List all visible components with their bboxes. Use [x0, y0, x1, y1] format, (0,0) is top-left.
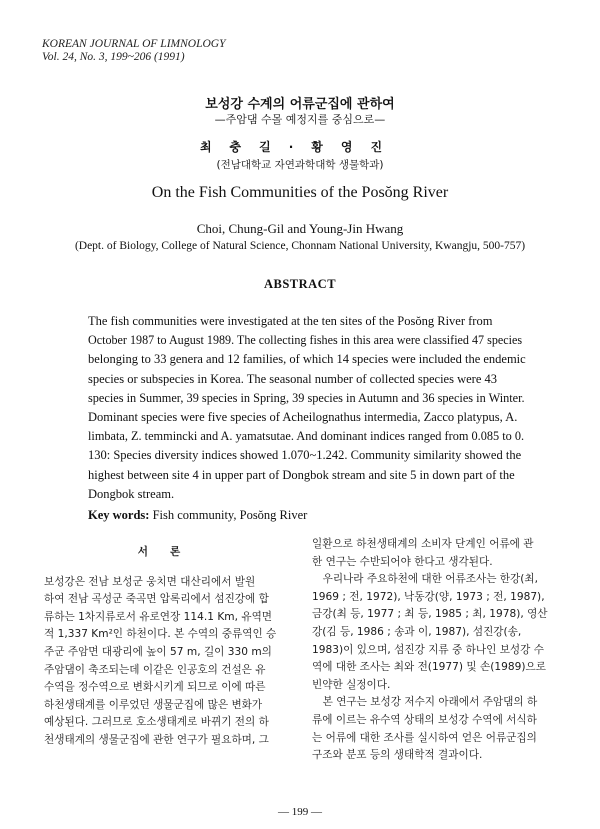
english-title: On the Fish Communities of the Posŏng River [151, 184, 449, 201]
body-line: 본 연구는 보성강 저수지 아래에서 주암댐의 하 [312, 696, 538, 709]
body-line: 일환으로 하천생태계의 소비자 단계인 어류에 관 [312, 538, 534, 550]
body-line: 천생태계의 생물군집에 관한 연구가 필요하며, 그 [44, 733, 269, 746]
keywords-label: Key words: [88, 508, 150, 522]
body-line: 강(김 등, 1986 ; 송과 이, 1987), 섬진강(송, [312, 625, 522, 638]
body-line: 주군 주암면 대광리에 높이 57 m, 길이 330 m의 [44, 645, 272, 658]
body-line: 1983)이 있으며, 섬진강 지류 중 하나인 보성강 수 [312, 643, 545, 656]
body-line: 류에 이르는 유수역 상태의 보성강 수역에 서식하 [312, 713, 537, 726]
section-heading-introduction: 서론 [137, 546, 203, 558]
abstract-line: Dominant species were five species of Acheilognathus intermedia, Zacco platypus, A. [88, 410, 518, 425]
body-line: 수역을 정수역으로 변화시키게 되므로 이에 따른 [44, 681, 266, 694]
abstract-line: highest between site 4 in upper part of Dongbok stream and site 5 in down part of the [88, 467, 515, 482]
korean-affiliation: (전남대학교 자연과학대학 생물학과) [216, 159, 384, 171]
english-authors: Choi, Chung-Gil and Young-Jin Hwang [196, 221, 404, 236]
keywords-text: Fish community, Posŏng River [152, 508, 308, 522]
abstract-line: 130: Species diversity indices showed 1.070~1.242. Community similarity showed the [88, 448, 522, 463]
body-line: 적 1,337 Km²인 하천이다. 본 수역의 중류역인 승 [44, 628, 277, 641]
keywords [88, 508, 307, 523]
page-number: — 199 — [278, 806, 322, 818]
journal-volume: Vol. 24, No. 3, 199~206 (1991) [42, 51, 185, 63]
korean-authors: 최충길·황영진 [199, 140, 401, 154]
body-line: 주암댐이 축조되는데 이같은 인공호의 건설은 유 [44, 663, 266, 676]
abstract-line: limbata, Z. temmincki and A. yamatsutae. And dominant indices ranged from 0.085 to 0. [88, 429, 525, 444]
korean-title: 보성강 수계의 어류군집에 관하여 [205, 97, 395, 112]
body-line: 는 어류에 대한 조사를 실시하여 얻은 어류군집의 [312, 731, 537, 744]
body-line: 예상된다. 그러므로 호소생태계로 바뀌기 전의 하 [44, 716, 269, 729]
abstract-heading: ABSTRACT [263, 277, 337, 291]
body-line: 역에 대한 조사는 최와 전(1977) 및 손(1989)으로 [312, 661, 546, 674]
abstract-line: The fish communities were investigated at the ten sites of the Posŏng River from [88, 314, 493, 328]
abstract-line: Dongbok stream. [88, 486, 175, 501]
body-line: 하천생태계를 이루었던 생물군집에 많은 변화가 [44, 698, 263, 711]
abstract-body [88, 312, 526, 504]
body-line: 구조와 분포 등의 생태학적 결과이다. [312, 749, 483, 762]
abstract-line: species in Summer, 39 species in Spring, 39 species in Autumn and 36 species in Winter. [88, 390, 525, 405]
abstract-line: October 1987 to August 1989. The collecting fishes in this area were classified 47 species [88, 333, 523, 348]
journal-header [42, 38, 225, 64]
abstract-line: species or subspecies in Korea. The seasonal number of collected species were 43 [88, 371, 497, 386]
korean-subtitle: —주암댐 수몰 예정지를 중심으로— [214, 113, 386, 126]
body-line: 한 연구는 수반되어야 한다고 생각된다. [312, 555, 493, 568]
abstract-line: belonging to 33 genera and 12 families, of which 14 species were included the endemic [88, 352, 526, 367]
left-column [44, 536, 296, 750]
body-line: 류하는 1차지류로서 유로연장 114.1 Km, 유역면 [44, 610, 273, 623]
body-line: 우리나라 주요하천에 대한 어류조사는 한강(최, [312, 573, 538, 586]
body-line: 1969 ; 전, 1972), 낙동강(양, 1973 ; 전, 1987), [312, 590, 545, 603]
body-line: 하여 전남 곡성군 죽곡면 압록리에서 섬진강에 합 [44, 593, 269, 606]
body-line: 빈약한 실정이다. [312, 678, 391, 691]
right-column [312, 536, 564, 765]
body-line: 금강(최 등, 1977 ; 최 등, 1985 ; 최, 1978), 영산 [312, 608, 548, 621]
body-line: 보성강은 전남 보성군 웅치면 대산리에서 발원 [44, 575, 256, 588]
english-affiliation: (Dept. of Biology, College of Natural Science, Chonnam National University, Kwangju, 500-757) [74, 240, 526, 252]
journal-name: KOREAN JOURNAL OF LIMNOLOGY [42, 38, 226, 50]
